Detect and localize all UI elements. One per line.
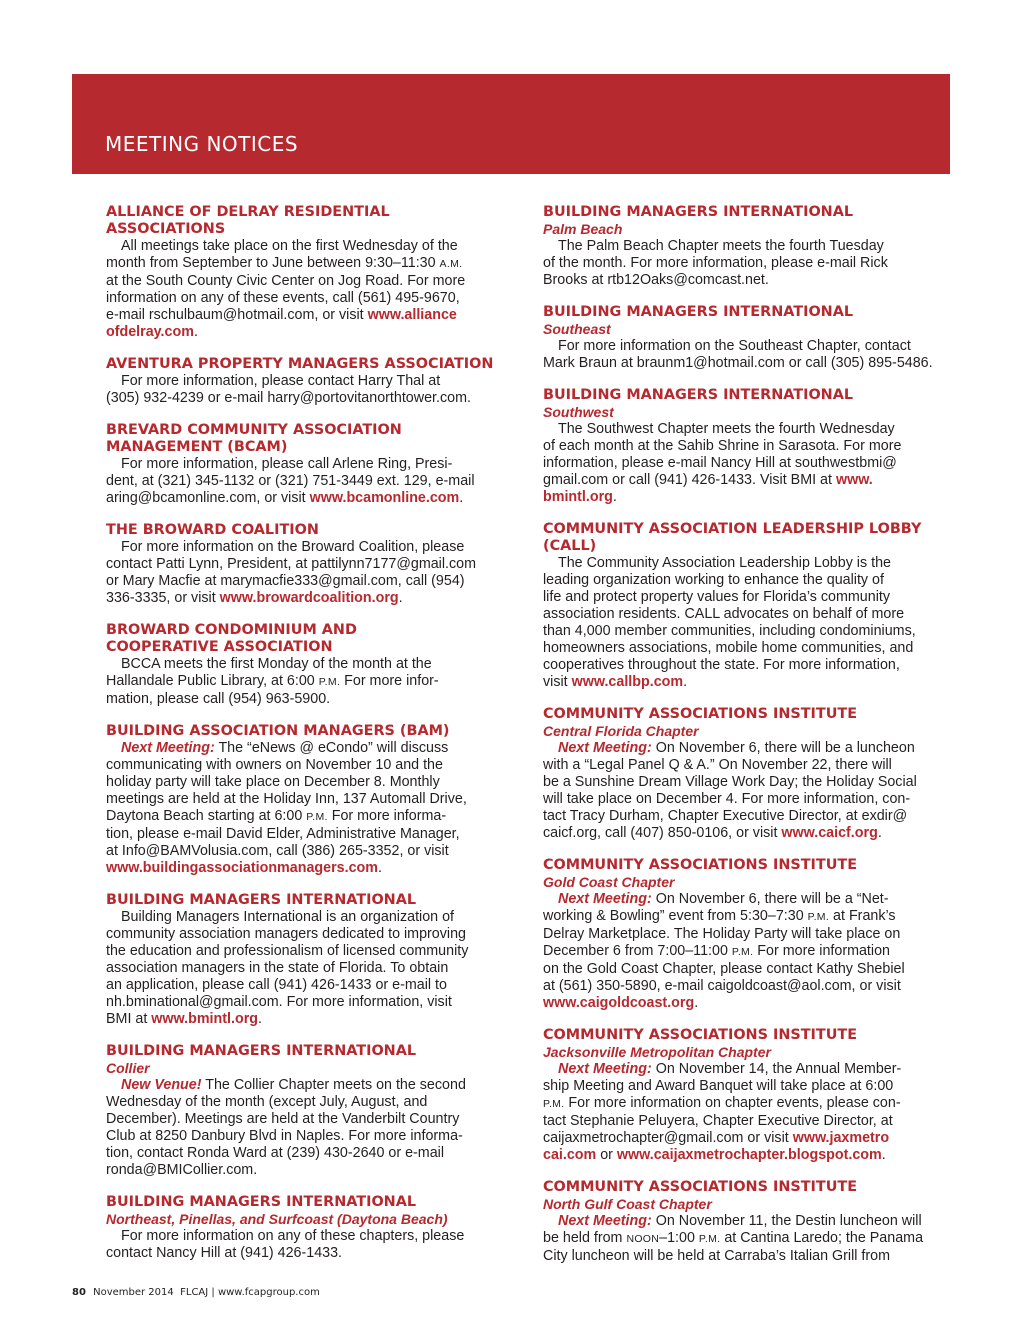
notice-body: Next Meeting: On November 6, there will be a “Net- working & Bowling” event from 5:30–7:30 P.M. at Frank’s Delray Marketplace. The Holiday Party will take place on December 6 from 7:00–11:00 P.M. For more information on the Gold Coast Chapter, please contact Kathy Shebiel at (561) 350-5890, e-mail caigoldcoast@aol.com, or visit www.caigoldcoast.org.: [543, 891, 905, 1011]
notice-heading: BUILDING ASSOCIATION MANAGERS (BAM): [106, 723, 450, 739]
notice-subheading: Jacksonville Metropolitan Chapter: [543, 1044, 771, 1060]
notice-heading: BUILDING MANAGERS INTERNATIONAL: [543, 304, 854, 320]
notice-aventura: [106, 356, 510, 407]
notice-call: [543, 521, 953, 691]
notice-subheading: Southeast: [543, 321, 611, 337]
browardcoalition-link[interactable]: www.browardcoalition.org: [219, 590, 399, 606]
jaxblog-link[interactable]: www.caijaxmetrochapter.blogspot.com: [616, 1147, 882, 1163]
right-column: [543, 204, 953, 1280]
notice-heading: AVENTURA PROPERTY MANAGERS ASSOCIATION: [106, 356, 494, 372]
notice-bmi-southeast: [543, 304, 953, 372]
notice-heading: COMMUNITY ASSOCIATIONS INSTITUTE: [543, 706, 858, 722]
notice-subheading: Collier: [106, 1060, 150, 1076]
bam-link[interactable]: www.buildingassociationmanagers.com: [106, 860, 378, 876]
notice-body: Next Meeting: On November 14, the Annual Member- ship Meeting and Award Banquet will take place at 6:00 P.M. For more information on chapter events, please con- tact Stephanie Peluyera, Chapter Executive Director, at caijaxmetrochapter@gmail.com or visit www.jaxmetro cai.com or www.caijaxmetrochapter.blogspot.com.: [543, 1061, 902, 1163]
notice-heading: BROWARD CONDOMINIUM AND COOPERATIVE ASSOCIATION: [106, 622, 357, 655]
notice-bmi-northeast: [106, 1194, 510, 1262]
notice-body: For more information on the Broward Coalition, please contact Patti Lynn, President, at pattilynn7177@gmail.com or Mary Macfie at marymacfie333@gmail.com, call (954) 336-3335, or visit www.browardcoalition.org.: [106, 539, 477, 606]
notice-heading: BUILDING MANAGERS INTERNATIONAL: [106, 1043, 417, 1059]
notice-body: For more information, please contact Harry Thal at (305) 932-4239 or e-mail harry@portovitanorthtower.com.: [106, 373, 471, 406]
notice-cai-north-gulf: [543, 1179, 953, 1265]
notice-body: The Palm Beach Chapter meets the fourth Tuesday of the month. For more information, please e-mail Rick Brooks at rtb12Oaks@comcast.net.: [543, 238, 888, 288]
notice-body: For more information on any of these chapters, please contact Nancy Hill at (941) 426-1433.: [106, 1228, 465, 1261]
left-column: [106, 204, 510, 1277]
page-number: 80: [72, 1287, 86, 1298]
notice-bmi: [106, 892, 510, 1028]
notice-cai-gold-coast: [543, 857, 953, 1012]
jaxmetrocai-link[interactable]: www.jaxmetro cai.com: [543, 1130, 890, 1163]
notice-bcca: [106, 622, 510, 708]
notice-cai-jacksonville: [543, 1027, 953, 1164]
notice-bmi-collier: [106, 1043, 510, 1179]
notice-subheading: Northeast, Pinellas, and Surfcoast (Daytona Beach): [106, 1211, 448, 1227]
notice-cai-central: [543, 706, 953, 842]
notice-bmi-southwest: [543, 387, 953, 506]
notice-heading: COMMUNITY ASSOCIATIONS INSTITUTE: [543, 1179, 858, 1195]
notice-body: Next Meeting: The “eNews @ eCondo” will discuss communicating with owners on November 10 and the holiday party will take place on December 8. Monthly meetings are held at the Holiday Inn, 137 Automall Drive, Daytona Beach starting at 6:00 P.M. For more informa- tion, please e-mail David Elder, Administrative Manager, at Info@BAMVolusia.com, call (386) 265-3352, or visit www.buildingassociationmanagers.com.: [106, 740, 467, 876]
issue-label: November 2014 FLCAJ: [93, 1287, 209, 1298]
bmintl-link[interactable]: www.bmintl.org: [151, 1011, 258, 1027]
notice-alliance-delray: [106, 204, 510, 341]
notice-broward-coalition: [106, 522, 510, 607]
notice-heading: ALLIANCE OF DELRAY RESIDENTIAL ASSOCIATIONS: [106, 204, 390, 237]
notice-body: The Community Association Leadership Lobby is the leading organization working to enhance the quality of life and protect property values for Florida’s community association residents. CALL advocates on behalf of more than 4,000 member communities, including condominiums, homeowners associations, mobile home communities, and cooperatives throughout the state. For more information, visit www.callbp.com.: [543, 555, 916, 690]
notice-heading: BUILDING MANAGERS INTERNATIONAL: [543, 387, 854, 403]
notice-subheading: North Gulf Coast Chapter: [543, 1196, 712, 1212]
notice-body: BCCA meets the first Monday of the month at the Hallandale Public Library, at 6:00 P.M. For more infor- mation, please call (954) 963-5900.: [106, 656, 439, 707]
page-footer: 80 November 2014 FLCAJ | www.fcapgroup.com: [72, 1287, 320, 1298]
notice-brevard: [106, 422, 510, 507]
notice-body: For more information on the Southeast Chapter, contact Mark Braun at braunm1@hotmail.com or call (305) 895-5486.: [543, 338, 933, 371]
notice-bmi-palm-beach: [543, 204, 953, 289]
bmintl-link[interactable]: www. bmintl.org: [543, 472, 873, 505]
caigoldcoast-link[interactable]: www.caigoldcoast.org: [543, 995, 695, 1011]
notice-body: New Venue! The Collier Chapter meets on the second Wednesday of the month (except July, August, and December). Meetings are held at the Vanderbilt Country Club at 8250 Danbury Blvd in Naples. For more informa- tion, contact Ronda Ward at (239) 430-2640 or e-mail ronda@BMICollier.com.: [106, 1077, 466, 1178]
notice-heading: THE BROWARD COALITION: [106, 522, 319, 538]
notice-body: All meetings take place on the first Wednesday of the month from September to June between 9:30–11:30 A.M. at the South County Civic Center on Jog Road. For more information on any of these events, call (561) 495-9670, e-mail rschulbaum@hotmail.com, or visit www.alliance ofdelray.com.: [106, 238, 466, 340]
notice-bam: [106, 723, 510, 877]
notice-body: For more information, please call Arlene Ring, Presi- dent, at (321) 345-1132 or (321) 751-3449 ext. 129, e-mail aring@bcamonline.com, or visit www.bcamonline.com.: [106, 456, 475, 506]
notice-body: Next Meeting: On November 6, there will be a luncheon with a “Legal Panel Q & A.” On November 22, there will be a Sunshine Dream Village Work Day; the Holiday Social will take place on December 4. For more information, con- tact Tracy Durham, Chapter Executive Director, at exdir@ caicf.org, call (407) 850-0106, or visit www.caicf.org.: [543, 740, 917, 841]
notice-heading: COMMUNITY ASSOCIATION LEADERSHIP LOBBY (CALL): [543, 521, 922, 554]
notice-subheading: Central Florida Chapter: [543, 723, 699, 739]
notice-subheading: Southwest: [543, 404, 614, 420]
alliance-link[interactable]: www.alliance ofdelray.com: [106, 307, 457, 340]
notice-heading: BUILDING MANAGERS INTERNATIONAL: [106, 892, 417, 908]
bcamonline-link[interactable]: www.bcamonline.com: [309, 490, 460, 506]
section-banner: [72, 74, 950, 174]
notice-body: Building Managers International is an organization of community association managers dedicated to improving the education and professionalism of licensed community association managers in the state of Florida. To obtain an application, please call (941) 426-1433 or e-mail to nh.bminational@gmail.com. For more information, visit BMI at www.bmintl.org.: [106, 909, 469, 1027]
notice-heading: BUILDING MANAGERS INTERNATIONAL: [106, 1194, 417, 1210]
notice-heading: COMMUNITY ASSOCIATIONS INSTITUTE: [543, 857, 858, 873]
notice-body: The Southwest Chapter meets the fourth Wednesday of each month at the Sahib Shrine in Sarasota. For more information, please e-mail Nancy Hill at southwestbmi@ gmail.com or call (941) 426-1433. Visit BMI at www. bmintl.org.: [543, 421, 902, 505]
section-title: MEETING NOTICES: [105, 132, 299, 156]
notice-body: Next Meeting: On November 11, the Destin luncheon will be held from NOON–1:00 P.M. at Cantina Laredo; the Panama City luncheon will be held at Carraba’s Italian Grill from: [543, 1213, 924, 1264]
site-link[interactable]: www.fcapgroup.com: [217, 1287, 320, 1298]
notice-subheading: Palm Beach: [543, 221, 623, 237]
notice-heading: BREVARD COMMUNITY ASSOCIATION MANAGEMENT (BCAM): [106, 422, 402, 455]
notice-subheading: Gold Coast Chapter: [543, 874, 675, 890]
notice-heading: COMMUNITY ASSOCIATIONS INSTITUTE: [543, 1027, 858, 1043]
notice-heading: BUILDING MANAGERS INTERNATIONAL: [543, 204, 854, 220]
callbp-link[interactable]: www.callbp.com: [571, 674, 684, 690]
caicf-link[interactable]: www.caicf.org: [781, 825, 878, 841]
